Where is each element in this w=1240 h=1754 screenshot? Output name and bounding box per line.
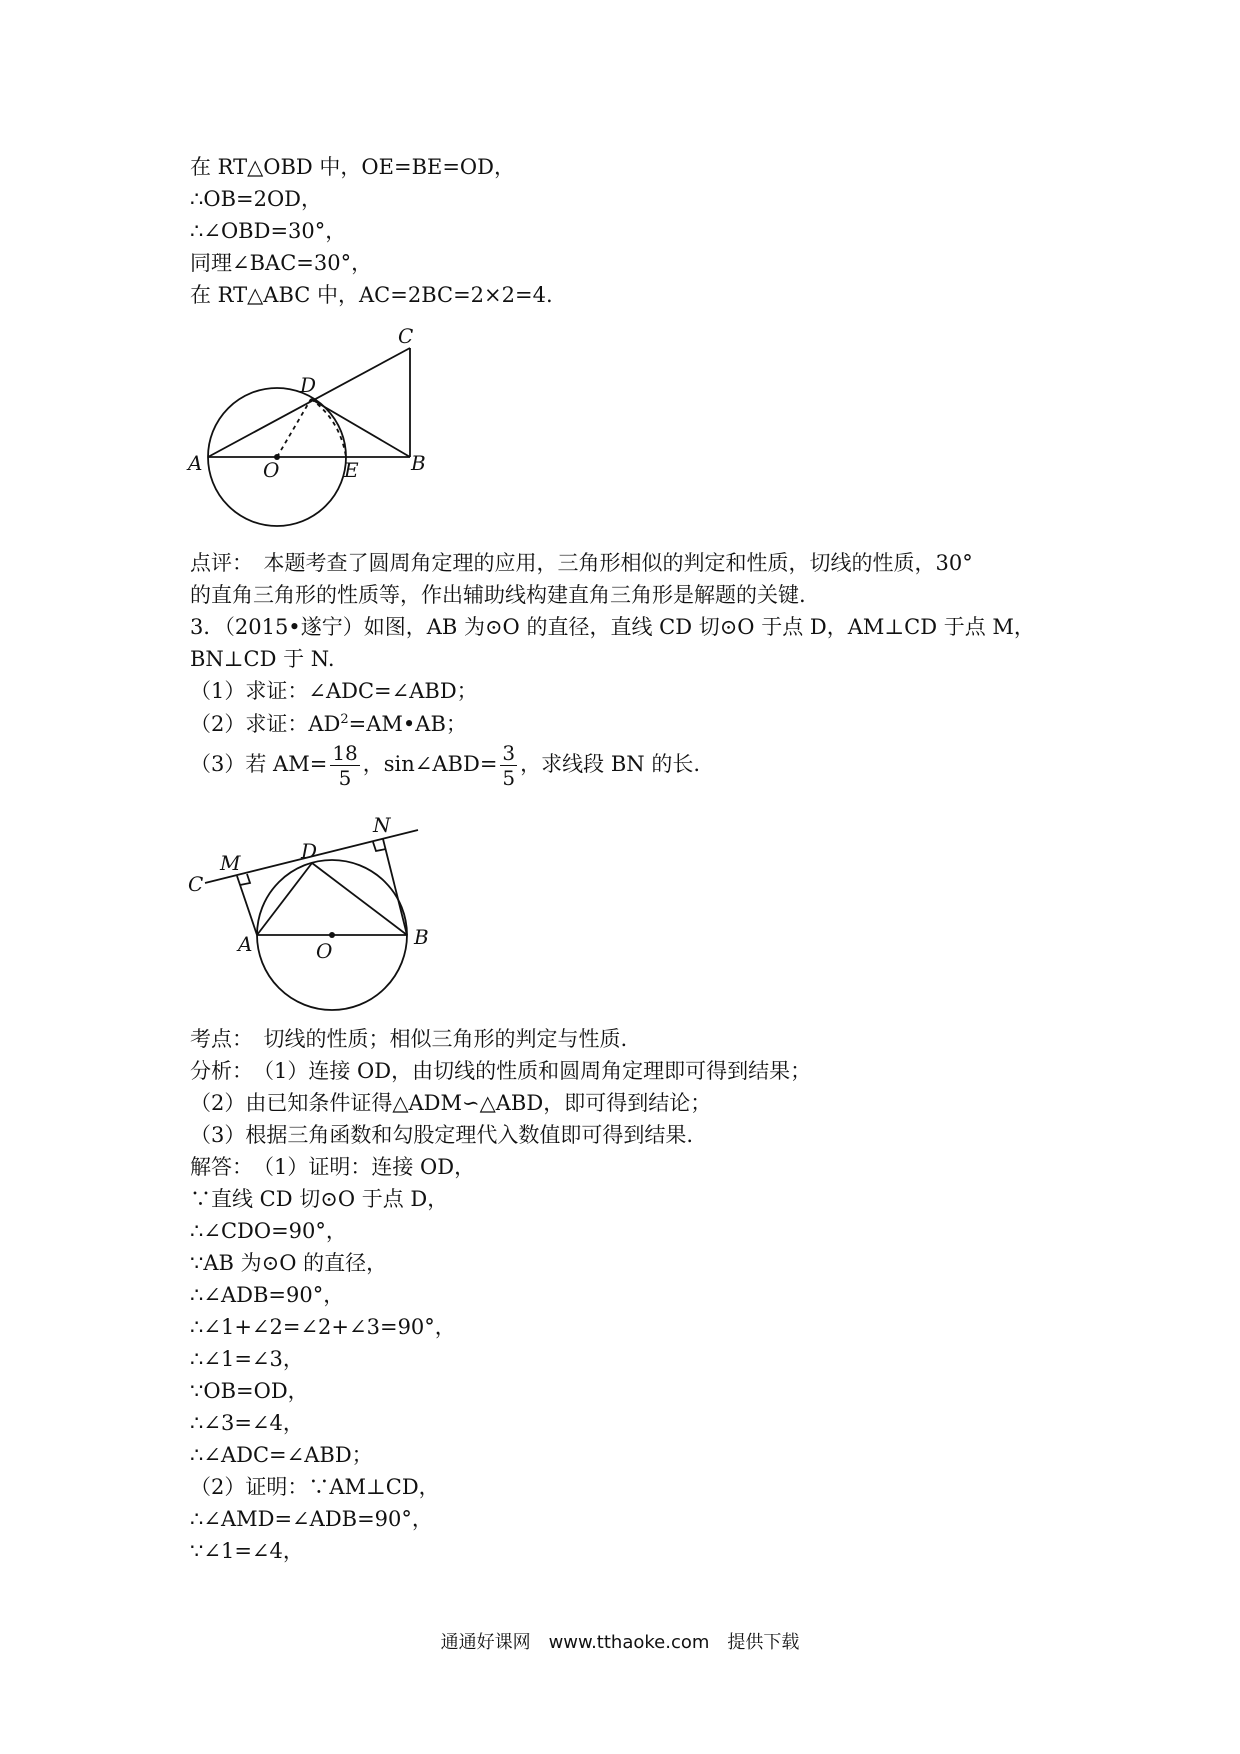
fenxi-line: 分析： （1）连接 OD，由切线的性质和圆周角定理即可得到结果；	[190, 1059, 812, 1083]
fig2-label-A: A	[238, 932, 253, 956]
text-line: 同理∠BAC=30°，	[190, 251, 373, 275]
q2-part-b: =AM•AB；	[348, 712, 467, 736]
fig2-label-C: C	[188, 872, 204, 896]
fig1-label-O: O	[263, 458, 280, 482]
solution-step: ∴∠3=∠4，	[190, 1411, 304, 1435]
fig1-arc-DE	[311, 399, 346, 457]
text-line: ∴∠OBD=30°，	[190, 219, 347, 243]
fig2-center-dot	[329, 932, 335, 938]
text-line: ∴OB=2OD，	[190, 187, 323, 211]
fig2-right-angle-M	[240, 874, 250, 885]
solution-step: ∴∠1+∠2=∠2+∠3=90°，	[190, 1315, 456, 1339]
fraction-sin	[500, 741, 517, 790]
fig2-label-B: B	[414, 925, 429, 949]
fraction-numerator: 3	[502, 741, 516, 765]
solution-step: ∴∠1=∠3，	[190, 1347, 304, 1371]
fraction-denominator: 5	[502, 766, 516, 790]
fig2-line-DB	[312, 863, 407, 935]
solution-step: ∴∠ADC=∠ABD；	[190, 1443, 373, 1467]
solution-step: ∵∠1=∠4，	[190, 1539, 304, 1563]
comment-line: 的直角三角形的性质等，作出辅助线构建直角三角形是解题的关键.	[190, 583, 806, 607]
jieda-line: 解答： （1）证明：连接 OD，	[190, 1155, 476, 1179]
fraction-denominator: 5	[338, 766, 352, 790]
solution-step: ∴∠CDO=90°，	[190, 1219, 347, 1243]
q2-part-a: （2）求证：AD	[190, 712, 341, 736]
fig1-label-C: C	[398, 324, 414, 348]
fig1-label-A: A	[188, 451, 203, 475]
solution-step: ∴∠AMD=∠ADB=90°，	[190, 1507, 433, 1531]
q3-part-a: （3）若 AM=	[190, 752, 328, 776]
fraction-numerator: 18	[332, 741, 358, 765]
q3-part-c: ，求线段 BN 的长.	[520, 752, 700, 776]
solution-step: ∴∠ADB=90°，	[190, 1283, 345, 1307]
question-1: （1）求证：∠ADC=∠ABD；	[190, 679, 478, 703]
question-2	[190, 709, 467, 739]
text-line: 在 RT△ABC 中，AC=2BC=2×2=4.	[190, 283, 553, 307]
page-footer: 通通好课网 www.tthaoke.com 提供下载	[440, 1632, 800, 1653]
problem-line: BN⊥CD 于 N.	[190, 647, 335, 671]
fenxi-line: （3）根据三角函数和勾股定理代入数值即可得到结果.	[190, 1123, 694, 1147]
fig2-label-D: D	[301, 839, 318, 863]
fig1-label-E: E	[344, 458, 359, 482]
fig1-label-B: B	[411, 451, 426, 475]
fraction-am	[330, 741, 359, 790]
problem-line: 3．（2015•遂宁）如图，AB 为⊙O 的直径，直线 CD 切⊙O 于点 D，AM⊥CD 于点 M，	[190, 615, 1035, 639]
solution-step: （2）证明：∵AM⊥CD，	[190, 1475, 440, 1499]
fenxi-line: （2）由已知条件证得△ADM∽△ABD，即可得到结论；	[190, 1091, 712, 1115]
fig2-label-N: N	[373, 813, 391, 837]
fig1-line-OD	[277, 399, 311, 457]
fig1-line-DB	[311, 399, 410, 457]
fig2-label-M: M	[220, 851, 241, 875]
q2-superscript: 2	[340, 712, 349, 727]
fig1-label-D: D	[300, 373, 317, 397]
solution-step: ∵AB 为⊙O 的直径，	[190, 1251, 388, 1275]
question-3	[190, 740, 700, 790]
fig1-line-AC	[208, 348, 410, 457]
comment-line: 点评： 本题考查了圆周角定理的应用，三角形相似的判定和性质，切线的性质，30°	[190, 551, 973, 575]
kaodian-line: 考点： 切线的性质；相似三角形的判定与性质.	[190, 1027, 628, 1051]
solution-step: ∵直线 CD 切⊙O 于点 D，	[190, 1187, 449, 1211]
fig2-label-O: O	[316, 939, 333, 963]
q3-part-b: ，sin∠ABD=	[362, 752, 498, 776]
text-line: 在 RT△OBD 中，OE=BE=OD，	[190, 155, 515, 179]
solution-step: ∵OB=OD，	[190, 1379, 309, 1403]
